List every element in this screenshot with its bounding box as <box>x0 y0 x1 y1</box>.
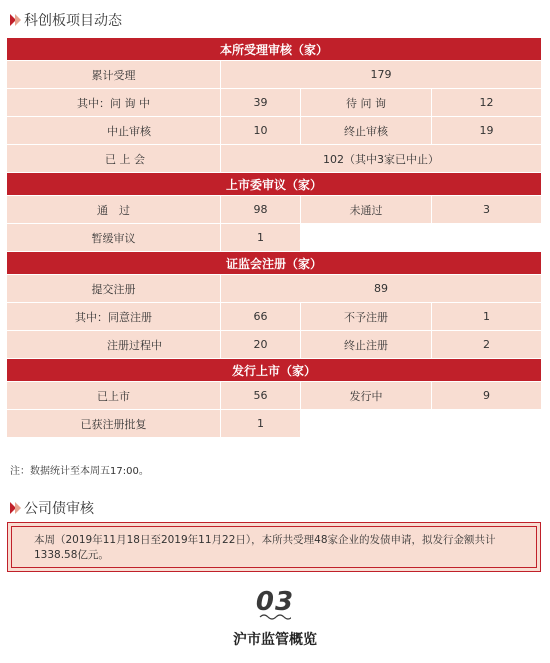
table-row <box>7 61 541 89</box>
cell-value: 98 <box>221 196 301 223</box>
table-row <box>7 275 541 303</box>
bond-summary-text: 本周（2019年11月18日至2019年11月22日），本所共受理48家企业的发债申请，拟发行金额共计1338.58亿元。 <box>11 526 537 568</box>
header-text: 上市委审议（家） <box>225 177 322 192</box>
cell-value: 1 <box>221 224 301 251</box>
section-title-text: 公司债审核 <box>24 501 94 517</box>
cell-label: 提交注册 <box>7 275 221 302</box>
cell-value: 66 <box>221 303 301 330</box>
table-header-accept <box>7 38 541 61</box>
table-row <box>7 89 541 117</box>
chapter-number: 03 <box>255 587 295 617</box>
cell-value: 20 <box>221 331 301 358</box>
cell-label: 不予注册 <box>301 303 432 330</box>
table-row <box>7 303 541 331</box>
section-title-corporate-bond <box>10 498 94 518</box>
cell-label: 暂缓审议 <box>7 224 221 251</box>
table-header-committee <box>7 173 541 196</box>
section-title-text: 科创板项目动态 <box>24 13 122 29</box>
cell-label: 待 问 询 <box>301 89 432 116</box>
table-row <box>7 117 541 145</box>
table-row <box>7 196 541 224</box>
chapter-marker <box>0 587 550 649</box>
cell-value: 3 <box>432 196 541 223</box>
cell-label: 中止审核 <box>7 117 221 144</box>
cell-value: 9 <box>432 382 541 409</box>
cell-label: 终止审核 <box>301 117 432 144</box>
cell-label: 累计受理 <box>7 61 221 88</box>
cell-label: 已上市 <box>7 382 221 409</box>
bond-summary-box <box>7 522 541 572</box>
cell-value: 19 <box>432 117 541 144</box>
cell-value: 12 <box>432 89 541 116</box>
cell-label: 其中：同意注册 <box>7 303 221 330</box>
double-chevron-icon <box>10 502 20 514</box>
header-text: 本所受理审核（家） <box>219 42 328 57</box>
table-row <box>7 382 541 410</box>
cell-value: 102（其中3家已中止） <box>221 145 541 172</box>
cell-value: 10 <box>221 117 301 144</box>
table-row <box>7 331 541 359</box>
table-header-listing <box>7 359 541 382</box>
table-row <box>7 410 541 438</box>
table-row <box>7 145 541 173</box>
header-text: 发行上市（家） <box>231 363 316 378</box>
cell-value: 2 <box>432 331 541 358</box>
cell-label: 已获注册批复 <box>7 410 221 437</box>
cell-label: 注册过程中 <box>7 331 221 358</box>
cell-label: 通 过 <box>7 196 221 223</box>
section-title-star-market <box>10 10 122 30</box>
star-market-table <box>7 38 541 438</box>
footnote: 注：数据统计至本周五17:00。 <box>10 466 149 477</box>
header-text: 证监会注册（家） <box>225 256 322 271</box>
empty-cell <box>301 224 541 251</box>
cell-label: 其中：问 询 中 <box>7 89 221 116</box>
table-row <box>7 224 541 252</box>
table-header-csrc <box>7 252 541 275</box>
cell-value: 1 <box>221 410 301 437</box>
cell-value: 56 <box>221 382 301 409</box>
empty-cell <box>301 410 541 437</box>
chapter-title: 沪市监管概览 <box>233 632 317 648</box>
double-chevron-icon <box>10 14 20 26</box>
cell-value: 89 <box>221 275 541 302</box>
cell-value: 1 <box>432 303 541 330</box>
cell-label: 发行中 <box>301 382 432 409</box>
cell-label: 未通过 <box>301 196 432 223</box>
cell-label: 终止注册 <box>301 331 432 358</box>
cell-value: 39 <box>221 89 301 116</box>
cell-label: 已 上 会 <box>7 145 221 172</box>
cell-value: 179 <box>221 61 541 88</box>
